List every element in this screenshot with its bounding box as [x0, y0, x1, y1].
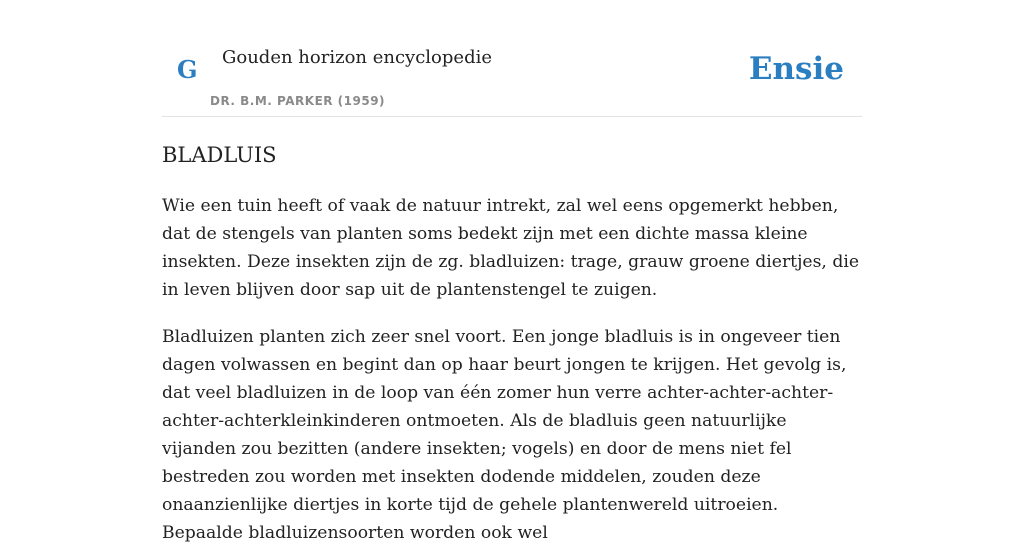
entry-paragraph: Bladluizen planten zich zeer snel voort. Een jonge bladluis is in ongeveer tien dagen volwassen en begint dan op haar beurt jongen te krijgen. Het gevolg is, dat veel bladluizen in de loop van één zomer hun verre achter-achter-achter-achter-achterkleinkinderen ontmoeten. Als de bladluis geen natuurlijke vijanden zou bezitten (andere insekten; vogels) en door de mens niet fel bestreden zou worden met insekten dodende middelen, zouden deze onaanzienlijke diertjes in korte tijd de gehele plantenwereld uitroeien. Bepaalde bladluizensoorten worden ook wel	[162, 327, 847, 543]
source-logo-icon[interactable]: G	[177, 55, 198, 84]
entry-paragraph: Wie een tuin heeft of vaak de natuur intrekt, zal wel eens opgemerkt hebben, dat de stengels van planten soms bedekt zijn met een dichte massa kleine insekten. Deze insekten zijn de zg. bladluizen: trage, grauw groene diertjes, die in leven blijven door sap uit de plantenstengel te zuigen.	[162, 196, 860, 300]
source-author: DR. B.M. PARKER (1959)	[210, 94, 386, 108]
source-header	[162, 0, 862, 117]
entry-content	[162, 138, 862, 547]
ensie-logo-link[interactable]: Ensie	[748, 51, 844, 87]
entry-title: BLADLUIS	[162, 143, 277, 167]
source-title-link[interactable]: Gouden horizon encyclopedie	[222, 47, 492, 68]
